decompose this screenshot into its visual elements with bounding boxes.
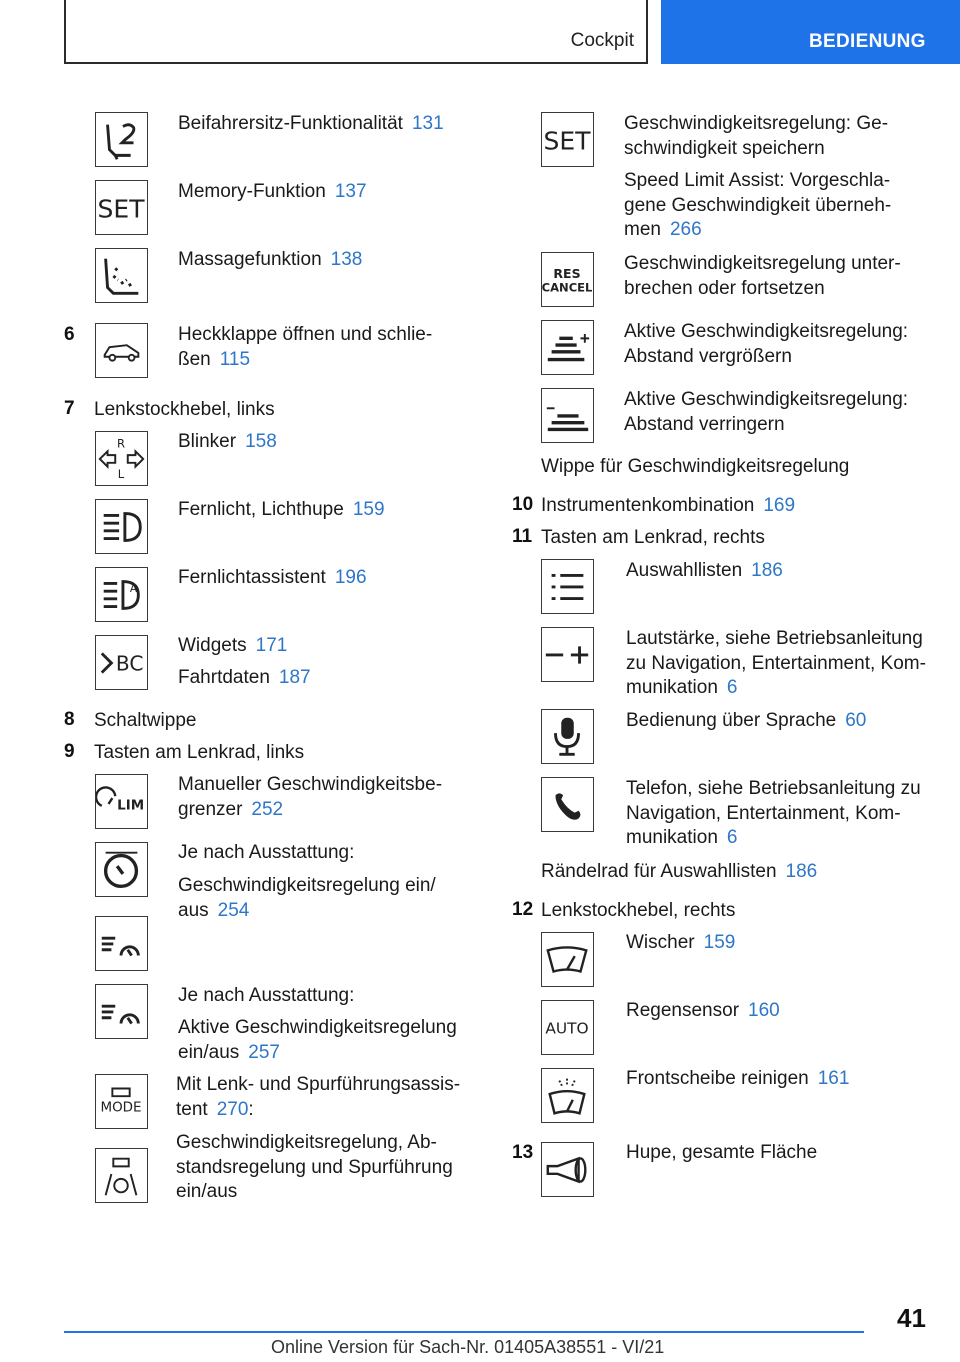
sprache-entry: Bedienung über Sprache 60 — [626, 710, 867, 731]
page-link[interactable]: 161 — [817, 1068, 850, 1089]
fernlicht-entry: Fernlicht, Lichthupe 159 — [178, 499, 385, 520]
page-link[interactable]: 266 — [669, 219, 702, 240]
item6-entry: Heckklappe öffnen und schlie- ßen 115 — [178, 324, 433, 370]
mode-entry: Mit Lenk- und Spurführungsassis- tent 270: — [176, 1074, 461, 1120]
page-link[interactable]: 115 — [219, 348, 251, 370]
page-link[interactable]: 159 — [352, 499, 385, 520]
speed-limit-assist-entry: Speed Limit Assist: Vorgeschla- gene Geschwindigkeit überneh- men 266 — [624, 170, 892, 240]
svg-text:R: R — [117, 436, 126, 451]
seat-2-icon — [95, 112, 148, 167]
item9-label: Tasten am Lenkrad, links — [94, 742, 305, 763]
cruise-control-icon — [95, 842, 148, 897]
page-link[interactable]: 186 — [751, 560, 783, 581]
wiper-icon — [541, 932, 594, 987]
distance-plus-icon — [541, 320, 594, 375]
page-link[interactable]: 158 — [245, 431, 277, 452]
item10-entry: Instrumentenkombination 169 — [541, 495, 796, 516]
page-link[interactable]: 160 — [748, 1000, 780, 1021]
ausstattung2-desc: Aktive Geschwindigkeitsregelung ein/aus 257 — [178, 1017, 457, 1063]
item-number: 13 — [512, 1142, 534, 1163]
active-cruise-icon — [95, 984, 148, 1039]
item-number: 12 — [512, 899, 534, 920]
bc-icon — [95, 635, 148, 690]
item-number: 11 — [512, 526, 533, 547]
page-link[interactable]: 196 — [334, 567, 367, 588]
footer-rule — [64, 1331, 864, 1333]
memory-entry: Memory-Funktion 137 — [178, 181, 367, 202]
header-section: Cockpit — [570, 30, 634, 51]
hupe-label: Hupe, gesamte Fläche — [626, 1142, 818, 1163]
microphone-icon — [541, 709, 594, 764]
ausstattung2-entry: Je nach Ausstattung: — [178, 985, 355, 1006]
list-icon — [541, 559, 594, 614]
fahrtdaten-entry: Fahrtdaten 187 — [178, 667, 311, 688]
telefon-entry: Telefon, siehe Betriebsanleitung zu Navigation, Entertainment, Kom- munikation 6 — [626, 778, 921, 848]
speed-limiter-icon — [95, 774, 148, 829]
item-number: 10 — [512, 494, 534, 515]
page-link[interactable]: 6 — [726, 677, 738, 698]
page-link[interactable]: 270 — [216, 1098, 249, 1120]
svg-text:MODE: MODE — [100, 1099, 142, 1116]
lim-entry: Manueller Geschwindigkeitsbe- grenzer 252 — [178, 774, 443, 820]
header-section-box — [64, 0, 648, 64]
page-link[interactable]: 252 — [251, 798, 284, 820]
page-link[interactable]: 131 — [411, 113, 444, 134]
header-chapter: BEDIENUNG — [809, 31, 926, 52]
page-link[interactable]: 171 — [255, 635, 288, 656]
svg-text:BC: BC — [115, 651, 144, 676]
svg-text:SET: SET — [97, 194, 145, 224]
svg-text:RES: RES — [553, 266, 581, 282]
wippe-label: Wippe für Geschwindigkeitsregelung — [541, 456, 850, 477]
svg-text:A: A — [129, 583, 138, 596]
page-link[interactable]: 138 — [330, 249, 363, 270]
abstand-minus-entry: Aktive Geschwindigkeitsregelung: Abstand verringern — [624, 389, 909, 435]
page-link[interactable]: 186 — [785, 861, 818, 882]
svg-text:SET: SET — [543, 126, 591, 156]
lautstaerke-entry: Lautstärke, siehe Betriebsanleitung zu Navigation, Entertainment, Kom- munikation 6 — [626, 628, 926, 698]
item-number: 6 — [64, 324, 75, 345]
page-link[interactable]: 254 — [217, 899, 250, 921]
item8-label: Schaltwippe — [94, 710, 197, 731]
ausstattung1-entry: Je nach Ausstattung: — [178, 842, 355, 863]
widgets-entry: Widgets 171 — [178, 635, 288, 656]
page-link[interactable]: 137 — [334, 181, 367, 202]
item12-label: Lenkstockhebel, rechts — [541, 900, 736, 921]
fernlichtassistent-entry: Fernlichtassistent 196 — [178, 567, 367, 588]
blinker-entry: Blinker 158 — [178, 431, 277, 452]
raendelrad-entry: Rändelrad für Auswahllisten 186 — [541, 861, 818, 882]
high-beam-icon — [95, 499, 148, 554]
svg-text:CANCEL: CANCEL — [542, 280, 593, 295]
horn-icon — [541, 1142, 594, 1197]
turn-signal-icon — [95, 431, 148, 486]
phone-icon — [541, 777, 594, 832]
auto-icon — [541, 1000, 594, 1055]
set-icon — [541, 112, 594, 167]
item7-label: Lenkstockhebel, links — [94, 399, 275, 420]
svg-text:AUTO: AUTO — [545, 1019, 589, 1038]
ausstattung1-desc: Geschwindigkeitsregelung ein/ aus 254 — [178, 875, 436, 921]
page-link[interactable]: 60 — [845, 710, 867, 731]
frontscheibe-entry: Frontscheibe reinigen 161 — [626, 1068, 850, 1089]
high-beam-assist-icon — [95, 567, 148, 622]
item-number: 8 — [64, 709, 75, 730]
page-number: 41 — [897, 1303, 926, 1333]
auswahllisten-entry: Auswahllisten 186 — [626, 560, 783, 581]
beifahrer-entry: Beifahrersitz-Funktionalität 131 — [178, 113, 444, 134]
tailgate-icon — [95, 323, 148, 378]
res-entry: Geschwindigkeitsregelung unter- brechen oder fortsetzen — [624, 253, 901, 299]
res-cancel-icon — [541, 252, 594, 307]
washer-icon — [541, 1068, 594, 1123]
footer-text: Online Version für Sach-Nr. 01405A38551 - VI/21 — [271, 1337, 665, 1357]
set-icon — [95, 180, 148, 235]
page-link[interactable]: 257 — [248, 1041, 280, 1063]
page-link[interactable]: 6 — [726, 827, 738, 848]
set-entry: Geschwindigkeitsregelung: Ge- schwindigkeit speichern — [624, 113, 889, 159]
header-chapter-tab — [661, 0, 960, 64]
steering-assist-icon — [95, 1148, 148, 1203]
massage-entry: Massagefunktion 138 — [178, 249, 363, 270]
abstand-plus-entry: Aktive Geschwindigkeitsregelung: Abstand vergrößern — [624, 321, 909, 367]
svg-text:LIM: LIM — [117, 797, 145, 814]
distance-minus-icon — [541, 388, 594, 443]
svg-text:L: L — [117, 467, 125, 482]
wischer-entry: Wischer 159 — [626, 932, 736, 953]
item-number: 7 — [64, 398, 75, 419]
active-cruise-icon — [95, 916, 148, 971]
item11-label: Tasten am Lenkrad, rechts — [541, 527, 765, 548]
regensensor-entry: Regensensor 160 — [626, 1000, 780, 1021]
page-link[interactable]: 159 — [703, 932, 736, 953]
page-link[interactable]: 169 — [763, 495, 796, 516]
spur-entry: Geschwindigkeitsregelung, Ab- standsregelung und Spurführung ein/aus — [176, 1132, 453, 1202]
massage-icon — [95, 248, 148, 303]
item-number: 9 — [64, 741, 75, 762]
page-link[interactable]: 187 — [278, 667, 311, 688]
volume-icon — [541, 627, 594, 682]
mode-icon — [95, 1074, 148, 1129]
